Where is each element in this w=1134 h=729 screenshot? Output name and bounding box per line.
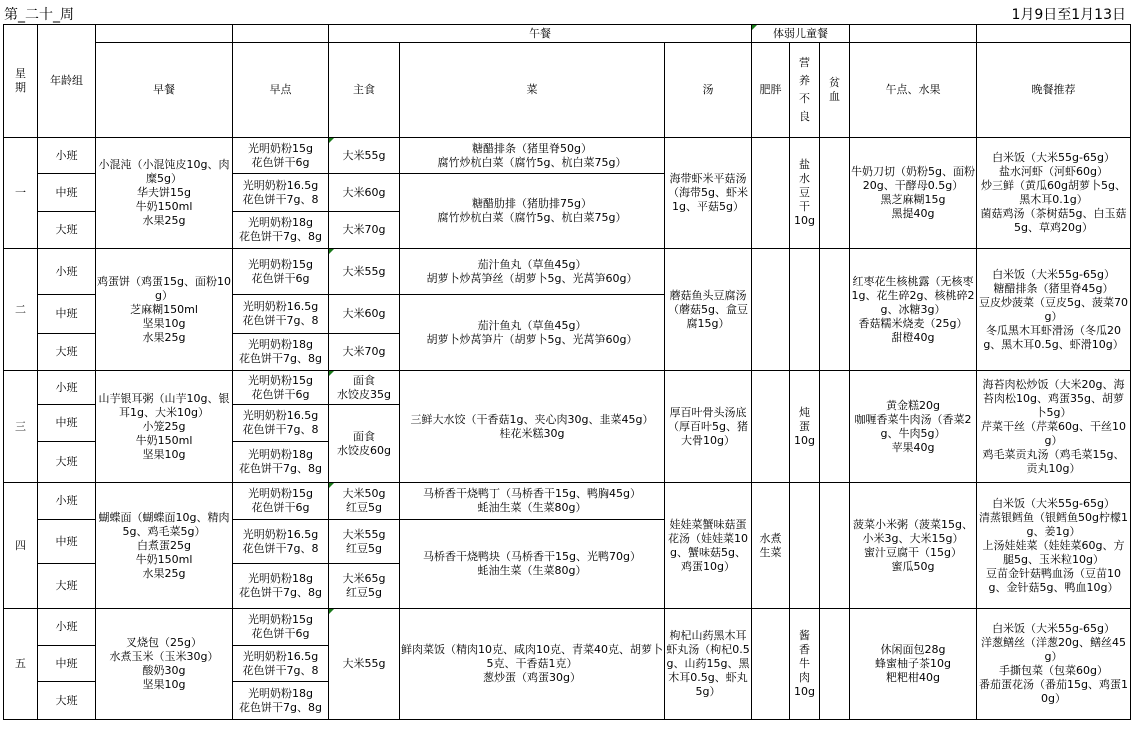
- col-soup-header: 汤: [665, 43, 752, 138]
- col-day-header: 星 期: [4, 25, 38, 138]
- dish-cell: 马桥香干烧鸭丁（马桥香干15g、鸭胸45g） 蚝油生菜（生菜80g）: [400, 483, 665, 520]
- breakfast-cell: 鸡蛋饼（鸡蛋15g、面粉10g） 芝麻糊150ml 坚果10g 水果25g: [96, 249, 233, 371]
- afternoon-snack-cell: 牛奶刀切（奶粉5g、面粉20g、干酵母0.5g） 黑芝麻糊15g 黑提40g: [850, 138, 977, 249]
- soup-cell: 娃娃菜蟹味菇蛋花汤（娃娃菜10g、蟹味菇5g、鸡蛋10g）: [665, 483, 752, 609]
- anemia-meal-cell: [820, 483, 850, 609]
- obese-meal-cell: [752, 249, 790, 371]
- table-row: [4, 609, 1131, 646]
- dinner-cell: 白米饭（大米55g-65g） 糖醋排条（猪里脊45g） 豆皮炒菠菜（豆皮5g、菠菜70g） 冬瓜黑木耳虾滑汤（冬瓜20g、黑木耳0.5g、虾滑10g）: [977, 249, 1131, 371]
- staple-cell: 大米60g: [329, 295, 400, 334]
- dish-cell: 马桥香干烧鸭块（马桥香干15g、光鸭70g） 蚝油生菜（生菜80g）: [400, 520, 665, 609]
- malnourished-meal-cell: 盐 水 豆 干 10g: [790, 138, 820, 249]
- col-snack-header: 早点: [233, 43, 329, 138]
- age-group-label: 中班: [38, 295, 96, 334]
- snack-cell: 光明奶粉18g 花色饼干7g、8g: [233, 682, 329, 720]
- snack-cell: 光明奶粉15g 花色饼干6g: [233, 138, 329, 174]
- staple-cell: 大米55g: [329, 249, 400, 295]
- staple-cell: 面食 水饺皮60g: [329, 405, 400, 483]
- dish-cell: 鲜肉菜饭（精肉10克、咸肉10克、青菜40克、胡萝卜5克、干香菇1克） 葱炒蛋（鸡蛋30g）: [400, 609, 665, 720]
- col-special-header: 体弱儿童餐: [752, 25, 850, 43]
- title-bar: [0, 0, 1134, 24]
- blank-header-cell: [96, 25, 233, 43]
- afternoon-snack-cell: 休闲面包28g 蜂蜜柚子茶10g 粑粑柑40g: [850, 609, 977, 720]
- breakfast-cell: 小混沌（小混饨皮10g、肉糜5g） 华夫饼15g 牛奶150ml 水果25g: [96, 138, 233, 249]
- col-obese-header: 肥胖: [752, 43, 790, 138]
- staple-cell: 大米55g: [329, 138, 400, 174]
- snack-cell: 光明奶粉15g 花色饼干6g: [233, 609, 329, 646]
- age-group-label: 小班: [38, 371, 96, 405]
- age-group-label: 中班: [38, 646, 96, 682]
- snack-cell: 光明奶粉15g 花色饼干6g: [233, 483, 329, 520]
- staple-cell: 大米50g 红豆5g: [329, 483, 400, 520]
- obese-meal-cell: [752, 609, 790, 720]
- dinner-cell: 白米饭（大米55g-65g） 盐水河虾（河虾60g） 炒三鲜（黄瓜60g胡萝卜5g、黑木耳0.1g） 菌菇鸡汤（茶树菇5g、白玉菇5g、草鸡20g）: [977, 138, 1131, 249]
- day-label: 一: [4, 138, 38, 249]
- malnourished-meal-cell: 炖 蛋 10g: [790, 371, 820, 483]
- day-label: 五: [4, 609, 38, 720]
- obese-meal-cell: [752, 371, 790, 483]
- dinner-cell: 白米饭（大米55g-65g） 清蒸银鳕鱼（银鳕鱼50g柠檬1g、姜1g） 上汤娃娃菜（娃娃菜60g、方腿5g、玉米粒10g） 豆苗金针菇鸭血汤（豆苗10g、金针菇5g、鸭血10g）: [977, 483, 1131, 609]
- col-breakfast-header: 早餐: [96, 43, 233, 138]
- date-range: 1月9日至1月13日: [1011, 7, 1126, 23]
- obese-meal-cell: [752, 138, 790, 249]
- dish-cell: 三鲜大水饺（干香菇1g、夹心肉30g、韭菜45g） 桂花米糕30g: [400, 371, 665, 483]
- col-malnourished-header: 营 养 不 良: [790, 43, 820, 138]
- menu-body: [4, 25, 1131, 720]
- staple-cell: 面食 水饺皮35g: [329, 371, 400, 405]
- afternoon-snack-cell: 红枣花生核桃露（无核枣1g、花生碎2g、核桃碎2g、冰糖3g） 香菇糯米烧麦（25g） 甜橙40g: [850, 249, 977, 371]
- age-group-label: 小班: [38, 138, 96, 174]
- malnourished-meal-cell: 酱 香 牛 肉 10g: [790, 609, 820, 720]
- blank-header-cell: [850, 25, 977, 43]
- age-group-label: 中班: [38, 174, 96, 212]
- staple-cell: 大米55g: [329, 609, 400, 720]
- staple-cell: 大米55g 红豆5g: [329, 520, 400, 564]
- soup-cell: 海带虾米平菇汤（海带5g、虾米1g、平菇5g）: [665, 138, 752, 249]
- age-group-label: 中班: [38, 520, 96, 564]
- col-dinner-header: 晚餐推荐: [977, 43, 1131, 138]
- snack-cell: 光明奶粉16.5g 花色饼干7g、8: [233, 520, 329, 564]
- snack-cell: 光明奶粉16.5g 花色饼干7g、8: [233, 405, 329, 442]
- soup-cell: 厚百叶骨头汤底（厚百叶5g、猪大骨10g）: [665, 371, 752, 483]
- staple-cell: 大米70g: [329, 334, 400, 371]
- age-group-label: 大班: [38, 442, 96, 483]
- col-lunch-header: 午餐: [329, 25, 752, 43]
- day-label: 二: [4, 249, 38, 371]
- dish-cell: 茄汁鱼丸（草鱼45g） 胡萝卜炒莴笋片（胡萝卜5g、光莴笋60g）: [400, 295, 665, 371]
- table-row: [4, 249, 1131, 295]
- snack-cell: 光明奶粉18g 花色饼干7g、8g: [233, 212, 329, 249]
- table-row: [4, 371, 1131, 405]
- age-group-label: 大班: [38, 334, 96, 371]
- age-group-label: 大班: [38, 682, 96, 720]
- dinner-cell: 白米饭（大米55g-65g） 洋葱鳝丝（洋葱20g、鳝丝45g） 手撕包菜（包菜60g） 番茄蛋花汤（番茄15g、鸡蛋10g）: [977, 609, 1131, 720]
- dinner-cell: 海苔肉松炒饭（大米20g、海苔肉松10g、鸡蛋35g、胡萝卜5g） 芹菜干丝（芹菜60g、干丝10g） 鸡毛菜贡丸汤（鸡毛菜15g、贡丸10g）: [977, 371, 1131, 483]
- col-dish-header: 菜: [400, 43, 665, 138]
- blank-header-cell: [233, 25, 329, 43]
- soup-cell: 蘑菇鱼头豆腐汤（蘑菇5g、盒豆腐15g）: [665, 249, 752, 371]
- snack-cell: 光明奶粉16.5g 花色饼干7g、8: [233, 295, 329, 334]
- soup-cell: 枸杞山药黑木耳虾丸汤（枸杞0.5g、山药15g、黑木耳0.5g、虾丸5g）: [665, 609, 752, 720]
- dish-cell: 茄汁鱼丸（草鱼45g） 胡萝卜炒莴笋丝（胡萝卜5g、光莴笋60g）: [400, 249, 665, 295]
- afternoon-snack-cell: 黄金糕20g 咖喱香菜牛肉汤（香菜2g、牛肉5g） 苹果40g: [850, 371, 977, 483]
- anemia-meal-cell: [820, 249, 850, 371]
- age-group-label: 大班: [38, 564, 96, 609]
- breakfast-cell: 蝴蝶面（蝴蝶面10g、精肉5g、鸡毛菜5g） 白煮蛋25g 牛奶150ml 水果25g: [96, 483, 233, 609]
- age-group-label: 小班: [38, 609, 96, 646]
- anemia-meal-cell: [820, 609, 850, 720]
- age-group-label: 中班: [38, 405, 96, 442]
- snack-cell: 光明奶粉18g 花色饼干7g、8g: [233, 442, 329, 483]
- breakfast-cell: 山芋银耳粥（山芋10g、银耳1g、大米10g） 小笼25g 牛奶150ml 坚果10g: [96, 371, 233, 483]
- staple-cell: 大米60g: [329, 174, 400, 212]
- table-row: [4, 483, 1131, 520]
- snack-cell: 光明奶粉18g 花色饼干7g、8g: [233, 334, 329, 371]
- anemia-meal-cell: [820, 138, 850, 249]
- day-label: 四: [4, 483, 38, 609]
- snack-cell: 光明奶粉15g 花色饼干6g: [233, 249, 329, 295]
- snack-cell: 光明奶粉16.5g 花色饼干7g、8: [233, 646, 329, 682]
- col-anemia-header: 贫 血: [820, 43, 850, 138]
- dish-cell: 糖醋排条（猪里脊50g） 腐竹炒杭白菜（腐竹5g、杭白菜75g）: [400, 138, 665, 174]
- week-label: 第_二十_周: [4, 7, 74, 23]
- snack-cell: 光明奶粉18g 花色饼干7g、8g: [233, 564, 329, 609]
- malnourished-meal-cell: [790, 249, 820, 371]
- blank-header-cell: [977, 25, 1131, 43]
- weekly-menu-table: [3, 24, 1131, 720]
- afternoon-snack-cell: 菠菜小米粥（菠菜15g、小米3g、大米15g） 蜜汁豆腐干（15g） 蜜瓜50g: [850, 483, 977, 609]
- col-staple-header: 主食: [329, 43, 400, 138]
- staple-cell: 大米70g: [329, 212, 400, 249]
- dish-cell: 糖醋肋排（猪肋排75g） 腐竹炒杭白菜（腐竹5g、杭白菜75g）: [400, 174, 665, 249]
- col-age-group-header: 年龄组: [38, 25, 96, 138]
- snack-cell: 光明奶粉15g 花色饼干6g: [233, 371, 329, 405]
- malnourished-meal-cell: [790, 483, 820, 609]
- staple-cell: 大米65g 红豆5g: [329, 564, 400, 609]
- breakfast-cell: 叉烧包（25g） 水煮玉米（玉米30g） 酸奶30g 坚果10g: [96, 609, 233, 720]
- age-group-label: 大班: [38, 212, 96, 249]
- age-group-label: 小班: [38, 249, 96, 295]
- anemia-meal-cell: [820, 371, 850, 483]
- day-label: 三: [4, 371, 38, 483]
- col-afternoon-header: 午点、水果: [850, 43, 977, 138]
- obese-meal-cell: 水煮 生菜: [752, 483, 790, 609]
- age-group-label: 小班: [38, 483, 96, 520]
- table-row: [4, 138, 1131, 174]
- snack-cell: 光明奶粉16.5g 花色饼干7g、8: [233, 174, 329, 212]
